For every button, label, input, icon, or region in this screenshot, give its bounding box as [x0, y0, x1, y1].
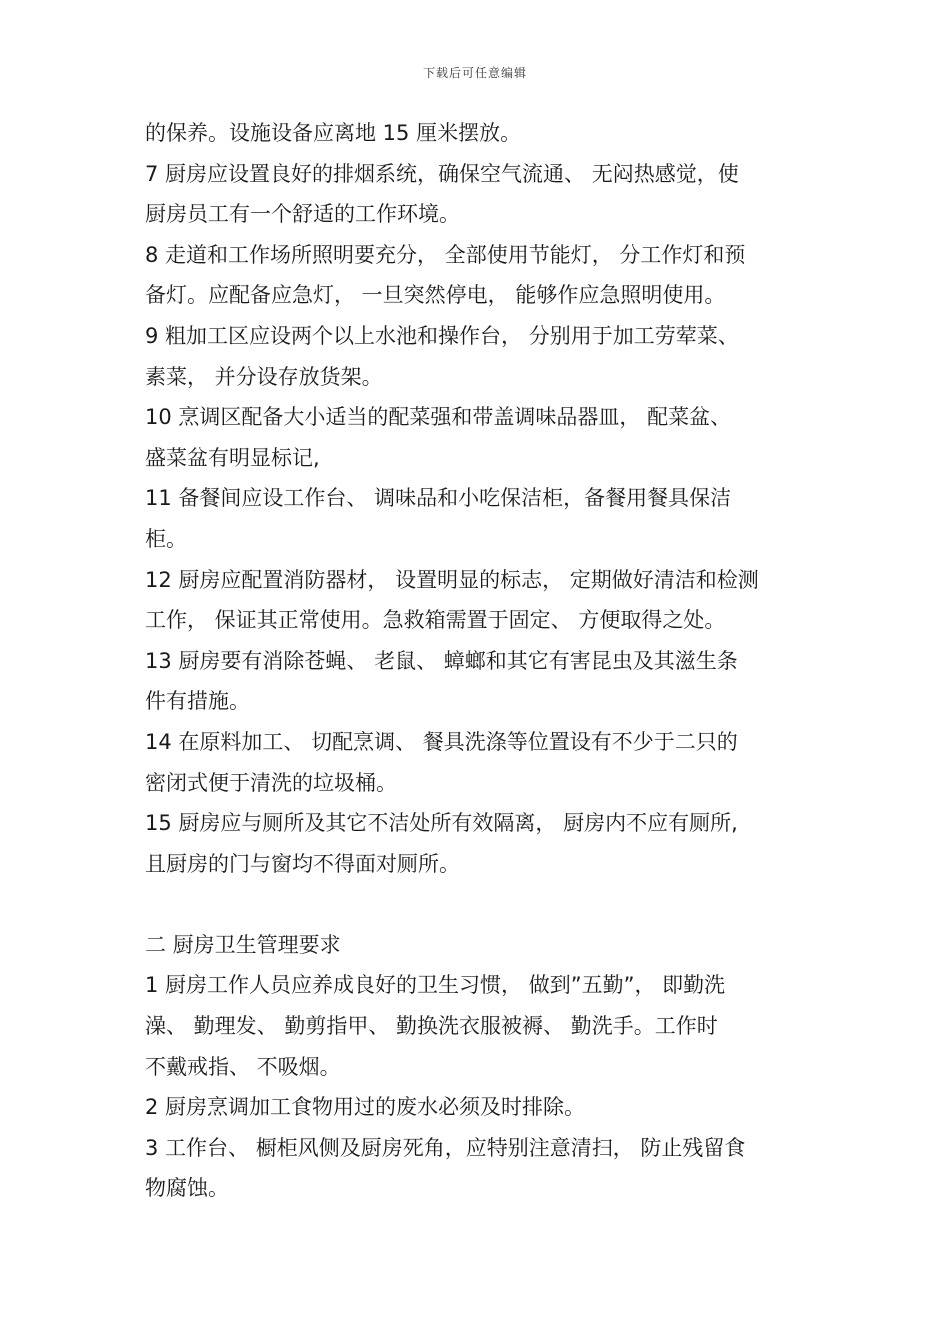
page-header: 下载后可任意编辑: [422, 66, 527, 80]
text-line: 10 烹调区配备大小适当的配菜强和带盖调味品器皿， 配菜盆、: [145, 405, 732, 430]
text-line: 素菜， 并分设存放货架。: [145, 364, 383, 389]
text-line: 厨房员工有一个舒适的工作环境。: [145, 202, 460, 227]
text-line: 2 厨房烹调加工食物用过的废水必须及时排除。: [145, 1095, 586, 1120]
text-line: 12 厨房应配置消防器材， 设置明显的标志， 定期做好清洁和检测: [145, 567, 759, 592]
blank-line: [145, 884, 813, 925]
section-heading: 二 厨房卫生管理要求: [145, 932, 341, 957]
text-line: 密闭式便于清洗的垃圾桶。: [145, 770, 397, 795]
text-line: 不戴戒指、 不吸烟。: [145, 1054, 341, 1079]
text-line: 15 厨房应与厕所及其它不洁处所有效隔离， 厨房内不应有厕所,: [145, 811, 738, 836]
text-line: 备灯。应配备应急灯， 一旦突然停电， 能够作应急照明使用。: [145, 283, 726, 308]
text-line: 柜。: [145, 526, 187, 551]
text-line: 7 厨房应设置良好的排烟系统，确保空气流通、 无闷热感觉，使: [145, 161, 739, 186]
text-line: 的保养。设施设备应离地 15 厘米摆放。: [145, 121, 522, 145]
text-line: 且厨房的门与窗均不得面对厕所。: [145, 851, 460, 876]
text-line: 9 粗加工区应设两个以上水池和操作台， 分别用于加工劳荤菜、: [145, 323, 739, 348]
text-line: 物腐蚀。: [145, 1176, 229, 1201]
text-line: 澡、 勤理发、 勤剪指甲、 勤换洗衣服被褥、 勤洗手。工作时: [145, 1014, 718, 1039]
text-line: 盛菜盆有明显标记,: [145, 445, 320, 470]
text-line: 工作， 保证其正常使用。急救箱需置于固定、 方便取得之处。: [145, 608, 726, 633]
text-line: 11 备餐间应设工作台、 调味品和小吃保洁柜，备餐用餐具保洁: [145, 486, 732, 511]
text-line: 13 厨房要有消除苍蝇、 老鼠、 蟑螂和其它有害昆虫及其滋生条: [145, 648, 738, 673]
text-line: 1 厨房工作人员应养成良好的卫生习惯， 做到”五勤”， 即勤洗: [145, 973, 726, 998]
text-line: 3 工作台、 橱柜风侧及厨房死角，应特别注意清扫， 防止残留食: [145, 1135, 746, 1160]
text-line: 件有措施。: [145, 689, 250, 714]
text-line: 14 在原料加工、 切配烹调、 餐具洗涤等位置设有不少于二只的: [145, 729, 738, 754]
text-line: 8 走道和工作场所照明要充分， 全部使用节能灯， 分工作灯和预: [145, 242, 746, 267]
document-body: [145, 113, 813, 1209]
